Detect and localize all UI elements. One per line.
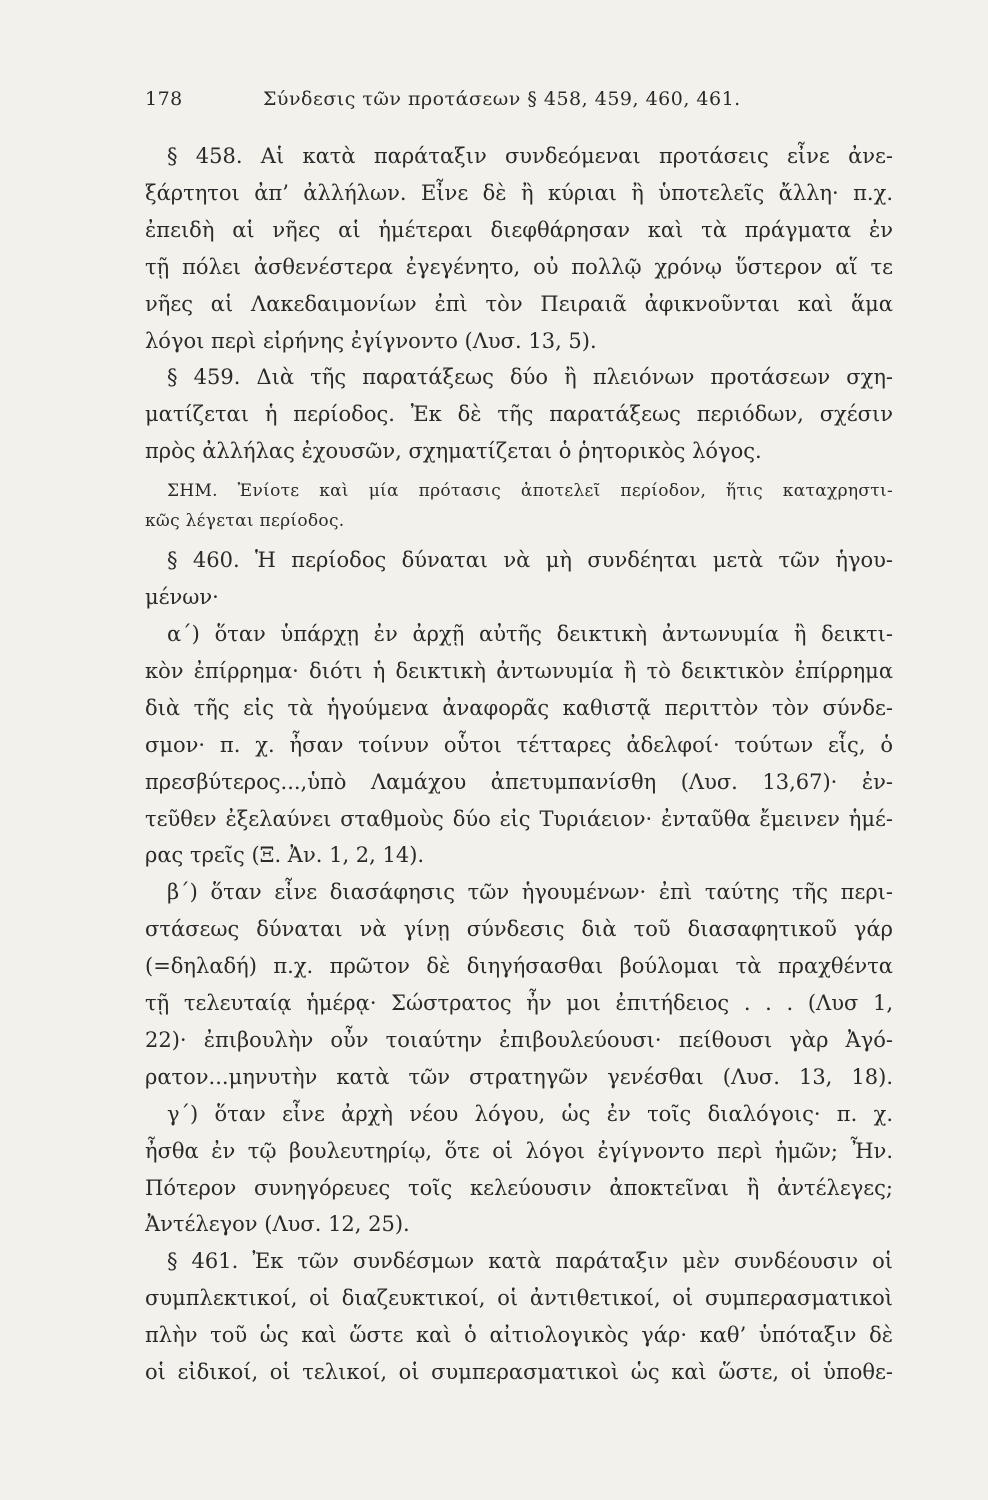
text-line: § 461. Ἐκ τῶν συνδέσμων κατὰ παράταξιν μὲν συνδέουσιν οἱ [167,1249,893,1274]
note-line: ΣΗΜ. Ἐνίοτε καὶ μία πρότασις ἀποτελεῖ περίοδον, ἥτις καταχρηστι- [167,481,893,502]
text-line: τεῦθεν ἐξελαύνει σταθμοὺς δύο εἰς Τυριάειον· ἐνταῦθα ἔμεινεν ἡμέ- [145,806,893,831]
text-line: ἐπειδὴ αἱ νῆες αἱ ἡμέτεραι διεφθάρησαν καὶ τὰ πράγματα ἐν [145,217,893,242]
text-line: β΄) ὅταν εἶνε διασάφησις τῶν ἡγουμένων· ἐπὶ ταύτης τῆς περι- [167,880,893,905]
text-line: κὸν ἐπίρρημα· διότι ἡ δεικτικὴ ἀντωνυμία ἢ τὸ δεικτικὸν ἐπίρρημα [145,658,893,683]
text-line: σμον· π. χ. ἦσαν τοίνυν οὗτοι τέτταρες ἀδελφοί· τούτων εἷς, ὁ [145,732,893,757]
text-line: § 460. Ἡ περίοδος δύναται νὰ μὴ συνδέηται μετὰ τῶν ἡγου- [167,548,893,573]
text-line: τῇ τελευταίᾳ ἡμέρᾳ· Σώστρατος ἦν μοι ἐπιτήδειος . . . (Λυσ 1, [145,991,893,1016]
text-line: διὰ τῆς εἰς τὰ ἡγούμενα ἀναφορᾶς καθιστᾷ περιττὸν τὸν σύνδε- [145,695,893,720]
text-line: τῇ πόλει ἀσθενέστερα ἐγεγένητο, οὐ πολλῷ χρόνῳ ὕστερον αἵ τε [145,254,893,279]
text-line: νῆες αἱ Λακεδαιμονίων ἐπὶ τὸν Πειραιᾶ ἀφικνοῦνται καὶ ἅμα [145,291,893,316]
text-line: γ΄) ὅταν εἶνε ἀρχὴ νέου λόγου, ὡς ἐν τοῖς διαλόγοις· π. χ. [167,1101,893,1126]
text-line: ματίζεται ἡ περίοδος. Ἐκ δὲ τῆς παρατάξεως περιόδων, σχέσιν [145,402,893,427]
text-line: πρεσβύτερος...,ὑπὸ Λαμάχου ἀπετυμπανίσθη (Λυσ. 13,67)· ἐν- [145,769,893,794]
text-line: ξάρτητοι ἀπ’ ἀλλήλων. Εἶνε δὲ ἢ κύριαι ἢ ὑποτελεῖς ἄλλη· π.χ. [145,180,893,205]
text-line: συμπλεκτικοί, οἱ διαζευκτικοί, οἱ ἀντιθετικοί, οἱ συμπερασματικοὶ [145,1286,893,1311]
text-line: οἱ εἰδικοί, οἱ τελικοί, οἱ συμπερασματικοὶ ὡς καὶ ὥστε, οἱ ὑποθε- [145,1360,893,1385]
page-header [145,88,893,116]
text-line: § 458. Αἱ κατὰ παράταξιν συνδεόμεναι προτάσεις εἶνε ἀνε- [167,144,893,168]
text-line: μένων· [145,585,219,610]
text-line: ρας τρεῖς (Ξ. Ἀν. 1, 2, 14). [145,843,425,868]
text-line: στάσεως δύναται νὰ γίνῃ σύνδεσις διὰ τοῦ διασαφητικοῦ γάρ [145,917,893,942]
text-line: (=δηλαδή) π.χ. πρῶτον δὲ διηγήσασθαι βούλομαι τὰ πραχθέντα [145,954,893,979]
text-line: Πότερον συνηγόρευες τοῖς κελεύουσιν ἀποκτεῖναι ἢ ἀντέλεγες; [145,1175,893,1200]
text-line: α΄) ὅταν ὑπάρχῃ ἐν ἀρχῇ αὐτῆς δεικτικὴ ἀντωνυμία ἢ δεικτι- [167,621,893,646]
text-line: § 459. Διὰ τῆς παρατάξεως δύο ἢ πλειόνων προτάσεων σχη- [167,365,893,390]
text-line: λόγοι περὶ εἰρήνης ἐγίγνοντο (Λυσ. 13, 5). [145,328,597,353]
text-line: ρατον...μηνυτὴν κατὰ τῶν στρατηγῶν γενέσθαι (Λυσ. 13, 18). [145,1064,893,1089]
running-title: Σύνδεσις τῶν προτάσεων § 458, 459, 460, 461. [263,88,741,110]
body-text [145,138,893,1391]
text-line: 22)· ἐπιβουλὴν οὖν τοιαύτην ἐπιβουλεύουσι· πείθουσι γὰρ Ἀγό- [145,1027,893,1052]
book-page [145,88,893,1391]
page-number: 178 [145,88,183,110]
text-line: πρὸς ἀλλήλας ἐχουσῶν, σχηματίζεται ὁ ῥητορικὸς λόγος. [145,439,762,464]
text-line: ἦσθα ἐν τῷ βουλευτηρίῳ, ὅτε οἱ λόγοι ἐγίγνοντο περὶ ἡμῶν; Ἦν. [145,1138,893,1163]
text-line: Ἀντέλεγον (Λυσ. 12, 25). [145,1212,410,1237]
text-line: πλὴν τοῦ ὡς καὶ ὥστε καὶ ὁ αἰτιολογικὸς γάρ· καθ’ ὑπόταξιν δὲ [145,1323,893,1348]
note-line: κῶς λέγεται περίοδος. [145,511,345,532]
